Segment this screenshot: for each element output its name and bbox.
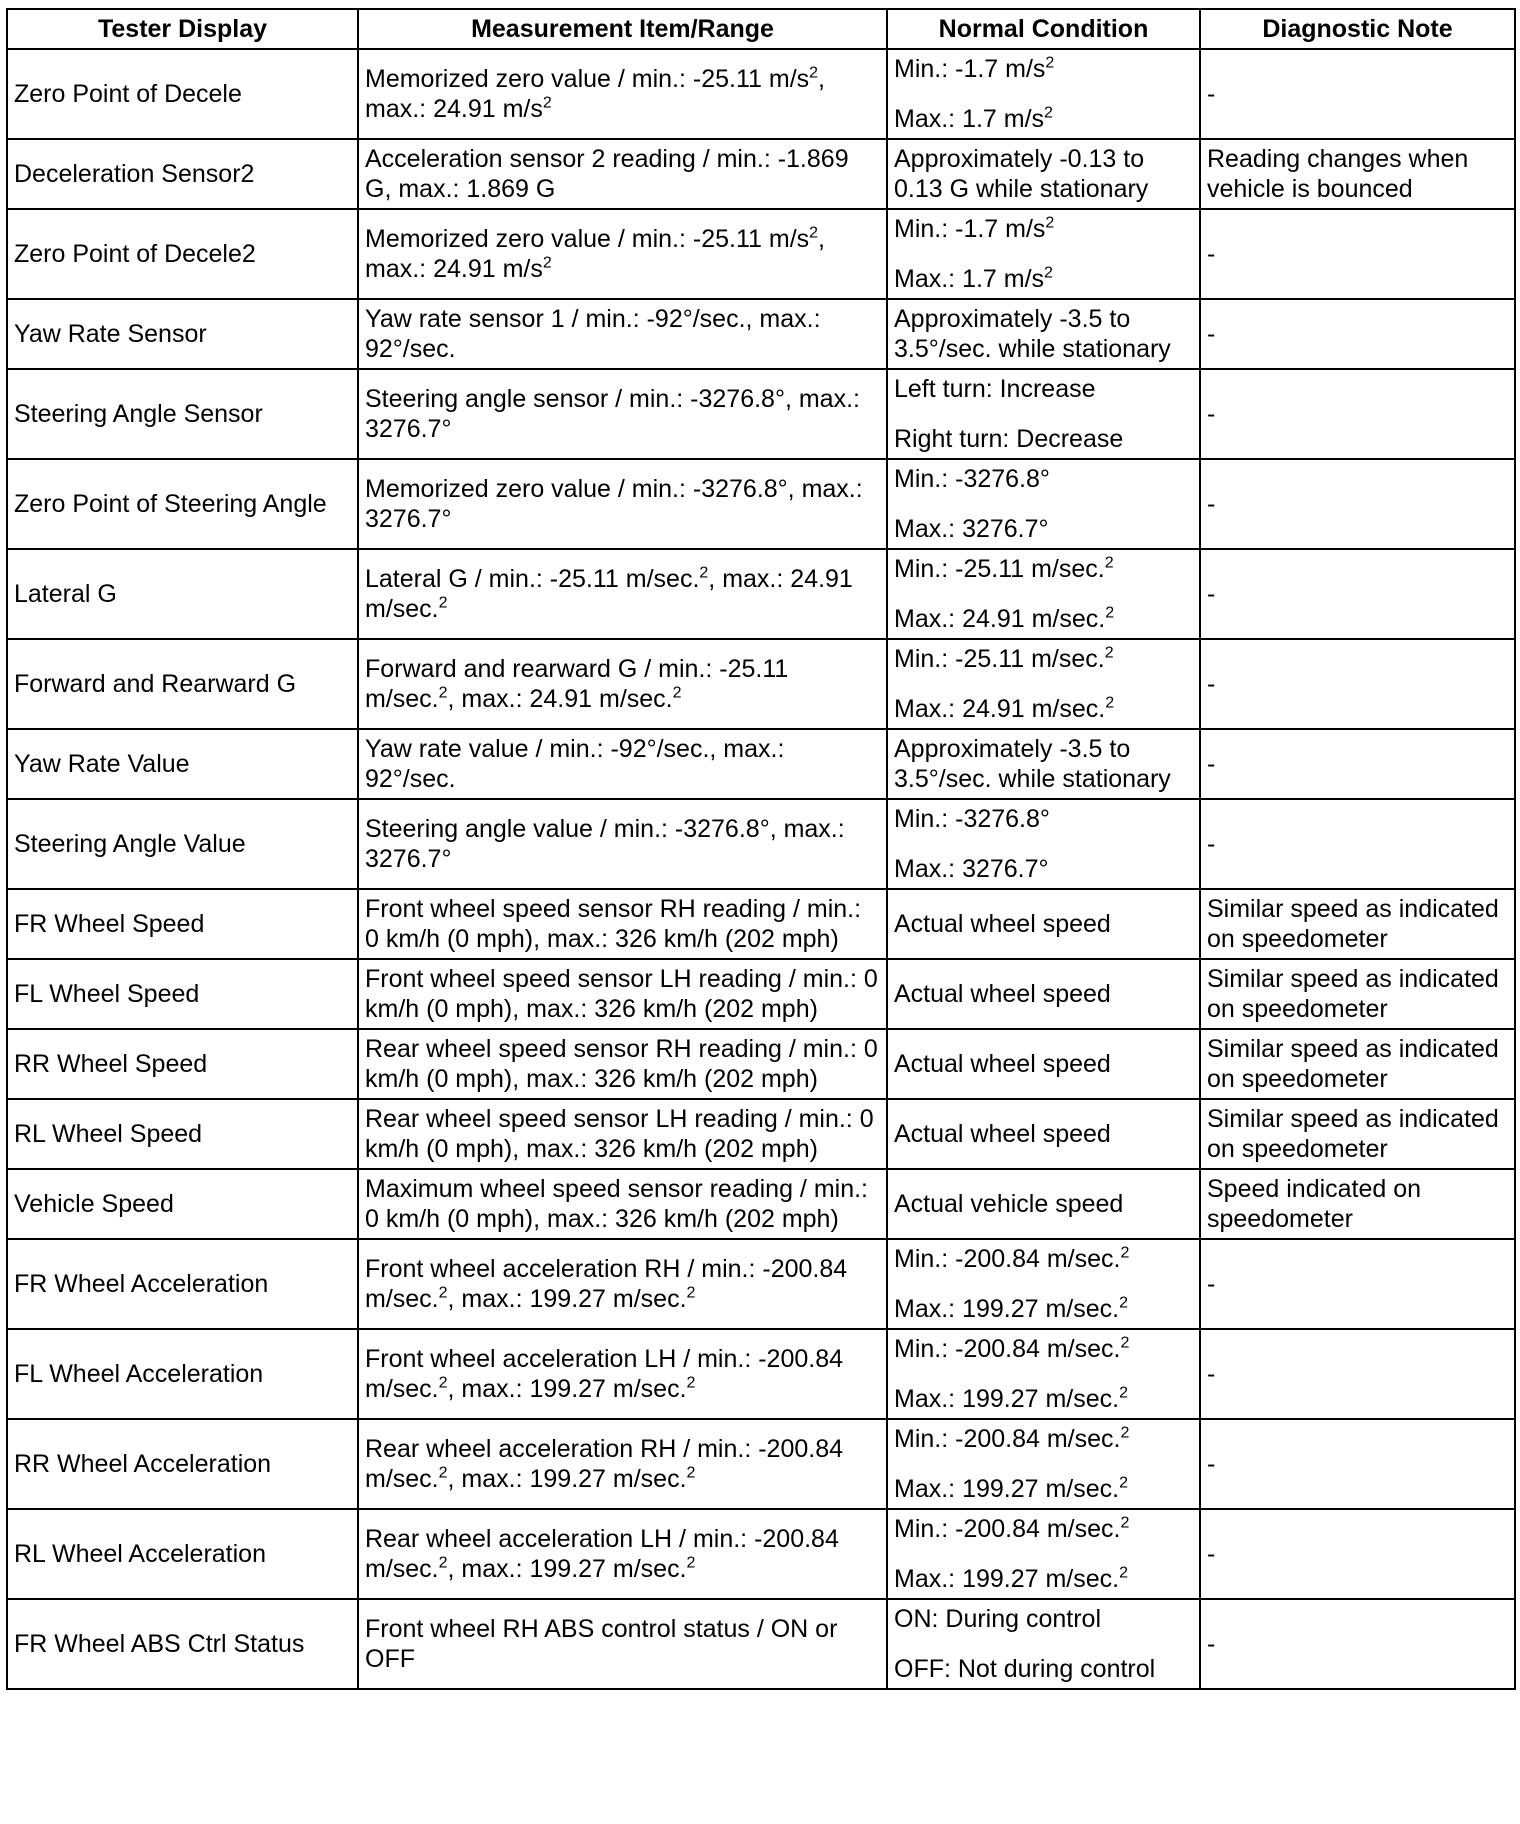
normal-condition-line: Actual vehicle speed (894, 1190, 1124, 1218)
cell-measurement-item-range: Rear wheel speed sensor LH reading / min.: 0 km/h (0 mph), max.: 326 km/h (202 mph) (358, 1099, 887, 1169)
normal-condition-line: Max.: 199.27 m/sec.$^2$ (894, 1564, 1129, 1593)
cell-diagnostic-note: - (1200, 799, 1515, 889)
cell-normal-condition (887, 459, 1200, 549)
data-monitor-document (6, 8, 1514, 1690)
cell-diagnostic-note: Similar speed as indicated on speedometer (1200, 889, 1515, 959)
cell-measurement-item-range: Steering angle value / min.: -3276.8°, max.: 3276.7° (358, 799, 887, 889)
table-row (7, 49, 1515, 139)
cell-diagnostic-note: - (1200, 299, 1515, 369)
normal-condition-line: Min.: -3276.8° (894, 465, 1050, 493)
normal-condition-stack (894, 1334, 1193, 1414)
cell-measurement-item-range: Lateral G / min.: -25.11 m/sec.$^2$, max.: 24.91 m/sec.$^2$ (358, 549, 887, 639)
cell-normal-condition (887, 209, 1200, 299)
table-row (7, 1029, 1515, 1099)
normal-condition-line: Actual wheel speed (894, 1120, 1111, 1148)
cell-tester-display: Zero Point of Decele2 (7, 209, 358, 299)
cell-diagnostic-note: - (1200, 209, 1515, 299)
cell-measurement-item-range: Front wheel RH ABS control status / ON or OFF (358, 1599, 887, 1689)
normal-condition-line: Min.: -200.84 m/sec.$^2$ (894, 1334, 1130, 1363)
cell-normal-condition (887, 729, 1200, 799)
cell-diagnostic-note: - (1200, 549, 1515, 639)
cell-tester-display: FR Wheel Acceleration (7, 1239, 358, 1329)
cell-measurement-item-range: Front wheel acceleration RH / min.: -200.84 m/sec.$^2$, max.: 199.27 m/sec.$^2$ (358, 1239, 887, 1329)
table-row (7, 1239, 1515, 1329)
cell-measurement-item-range: Maximum wheel speed sensor reading / min.: 0 km/h (0 mph), max.: 326 km/h (202 mph) (358, 1169, 887, 1239)
cell-tester-display: FR Wheel ABS Ctrl Status (7, 1599, 358, 1689)
cell-normal-condition (887, 1099, 1200, 1169)
cell-measurement-item-range: Front wheel speed sensor LH reading / min.: 0 km/h (0 mph), max.: 326 km/h (202 mph) (358, 959, 887, 1029)
cell-normal-condition (887, 1239, 1200, 1329)
normal-condition-line: Left turn: Increase (894, 375, 1096, 403)
cell-measurement-item-range: Memorized zero value / min.: -25.11 $m/s^2$, max.: 24.91 $m/s^2$ (358, 209, 887, 299)
cell-diagnostic-note: - (1200, 1509, 1515, 1599)
cell-tester-display: Steering Angle Sensor (7, 369, 358, 459)
header-measurement-item-range: Measurement Item/Range (358, 9, 887, 49)
normal-condition-line: Max.: 199.27 m/sec.$^2$ (894, 1384, 1129, 1413)
header-diagnostic-note: Diagnostic Note (1200, 9, 1515, 49)
cell-measurement-item-range: Front wheel acceleration LH / min.: -200.84 m/sec.$^2$, max.: 199.27 m/sec.$^2$ (358, 1329, 887, 1419)
table-row (7, 1599, 1515, 1689)
cell-normal-condition (887, 139, 1200, 209)
cell-tester-display: RR Wheel Acceleration (7, 1419, 358, 1509)
cell-tester-display: FR Wheel Speed (7, 889, 358, 959)
cell-measurement-item-range: Rear wheel speed sensor RH reading / min.: 0 km/h (0 mph), max.: 326 km/h (202 mph) (358, 1029, 887, 1099)
table-body (7, 49, 1515, 1689)
cell-tester-display: Steering Angle Value (7, 799, 358, 889)
cell-measurement-item-range: Forward and rearward G / min.: -25.11 m/sec.$^2$, max.: 24.91 m/sec.$^2$ (358, 639, 887, 729)
normal-condition-line: Approximately -3.5 to 3.5°/sec. while stationary (894, 305, 1171, 363)
cell-measurement-item-range: Memorized zero value / min.: -3276.8°, max.: 3276.7° (358, 459, 887, 549)
cell-measurement-item-range: Rear wheel acceleration LH / min.: -200.84 m/sec.$^2$, max.: 199.27 m/sec.$^2$ (358, 1509, 887, 1599)
cell-tester-display: Vehicle Speed (7, 1169, 358, 1239)
normal-condition-line: Actual wheel speed (894, 980, 1111, 1008)
cell-normal-condition (887, 889, 1200, 959)
normal-condition-line: Actual wheel speed (894, 1050, 1111, 1078)
table-row (7, 1099, 1515, 1169)
cell-measurement-item-range: Acceleration sensor 2 reading / min.: -1.869 G, max.: 1.869 G (358, 139, 887, 209)
cell-measurement-item-range: Rear wheel acceleration RH / min.: -200.84 m/sec.$^2$, max.: 199.27 m/sec.$^2$ (358, 1419, 887, 1509)
cell-diagnostic-note: - (1200, 49, 1515, 139)
table-row (7, 209, 1515, 299)
table-row (7, 459, 1515, 549)
normal-condition-line: Min.: -25.11 m/sec.$^2$ (894, 554, 1114, 583)
normal-condition-line: Max.: 24.91 m/sec.$^2$ (894, 604, 1115, 633)
cell-tester-display: Yaw Rate Sensor (7, 299, 358, 369)
normal-condition-line: Min.: -200.84 m/sec.$^2$ (894, 1424, 1130, 1453)
normal-condition-line: Right turn: Decrease (894, 425, 1124, 453)
normal-condition-stack (894, 554, 1193, 634)
cell-measurement-item-range: Front wheel speed sensor RH reading / min.: 0 km/h (0 mph), max.: 326 km/h (202 mph) (358, 889, 887, 959)
normal-condition-stack (894, 804, 1193, 884)
normal-condition-line: OFF: Not during control (894, 1655, 1156, 1683)
cell-tester-display: FL Wheel Speed (7, 959, 358, 1029)
cell-normal-condition (887, 1509, 1200, 1599)
cell-tester-display: Yaw Rate Value (7, 729, 358, 799)
normal-condition-line: Max.: 1.7 $m/s^2$ (894, 104, 1053, 133)
cell-diagnostic-note: - (1200, 1599, 1515, 1689)
cell-diagnostic-note: Similar speed as indicated on speedometer (1200, 1029, 1515, 1099)
normal-condition-line: Min.: -1.7 $m/s^2$ (894, 54, 1055, 83)
cell-diagnostic-note: - (1200, 639, 1515, 729)
cell-diagnostic-note: - (1200, 369, 1515, 459)
table-row (7, 299, 1515, 369)
normal-condition-line: Min.: -3276.8° (894, 805, 1050, 833)
normal-condition-line: ON: During control (894, 1605, 1102, 1633)
normal-condition-line: Min.: -200.84 m/sec.$^2$ (894, 1244, 1130, 1273)
cell-tester-display: Deceleration Sensor2 (7, 139, 358, 209)
normal-condition-stack (894, 54, 1193, 134)
cell-diagnostic-note: Similar speed as indicated on speedometer (1200, 1099, 1515, 1169)
cell-normal-condition (887, 639, 1200, 729)
cell-normal-condition (887, 1169, 1200, 1239)
table-row (7, 1169, 1515, 1239)
data-monitor-table (6, 8, 1516, 1690)
normal-condition-line: Max.: 199.27 m/sec.$^2$ (894, 1474, 1129, 1503)
cell-normal-condition (887, 799, 1200, 889)
cell-diagnostic-note: Reading changes when vehicle is bounced (1200, 139, 1515, 209)
normal-condition-line: Approximately -3.5 to 3.5°/sec. while stationary (894, 735, 1171, 793)
table-row (7, 549, 1515, 639)
cell-tester-display: RR Wheel Speed (7, 1029, 358, 1099)
cell-normal-condition (887, 549, 1200, 639)
cell-measurement-item-range: Yaw rate value / min.: -92°/sec., max.: 92°/sec. (358, 729, 887, 799)
normal-condition-line: Min.: -200.84 m/sec.$^2$ (894, 1514, 1130, 1543)
cell-diagnostic-note: - (1200, 1419, 1515, 1509)
table-row (7, 729, 1515, 799)
table-row (7, 799, 1515, 889)
table-row (7, 1329, 1515, 1419)
normal-condition-line: Max.: 3276.7° (894, 515, 1049, 543)
cell-diagnostic-note: - (1200, 1329, 1515, 1419)
cell-diagnostic-note: - (1200, 729, 1515, 799)
normal-condition-line: Max.: 3276.7° (894, 855, 1049, 883)
cell-normal-condition (887, 299, 1200, 369)
normal-condition-stack (894, 1514, 1193, 1594)
cell-normal-condition (887, 1599, 1200, 1689)
table-row (7, 369, 1515, 459)
cell-tester-display: Lateral G (7, 549, 358, 639)
normal-condition-stack (894, 214, 1193, 294)
cell-diagnostic-note: Similar speed as indicated on speedometer (1200, 959, 1515, 1029)
cell-tester-display: RL Wheel Speed (7, 1099, 358, 1169)
cell-normal-condition (887, 1029, 1200, 1099)
normal-condition-stack (894, 464, 1193, 544)
table-row (7, 139, 1515, 209)
cell-tester-display: Zero Point of Decele (7, 49, 358, 139)
table-row (7, 1509, 1515, 1599)
normal-condition-stack (894, 374, 1193, 454)
cell-diagnostic-note: Speed indicated on speedometer (1200, 1169, 1515, 1239)
header-row (7, 9, 1515, 49)
cell-normal-condition (887, 49, 1200, 139)
normal-condition-line: Approximately -0.13 to 0.13 G while stationary (894, 145, 1149, 203)
normal-condition-line: Max.: 199.27 m/sec.$^2$ (894, 1294, 1129, 1323)
header-tester-display: Tester Display (7, 9, 358, 49)
normal-condition-stack (894, 1244, 1193, 1324)
cell-normal-condition (887, 1419, 1200, 1509)
cell-diagnostic-note: - (1200, 1239, 1515, 1329)
normal-condition-line: Actual wheel speed (894, 910, 1111, 938)
table-row (7, 959, 1515, 1029)
table-row (7, 889, 1515, 959)
cell-diagnostic-note: - (1200, 459, 1515, 549)
normal-condition-line: Min.: -25.11 m/sec.$^2$ (894, 644, 1114, 673)
header-normal-condition: Normal Condition (887, 9, 1200, 49)
cell-tester-display: Forward and Rearward G (7, 639, 358, 729)
table-row (7, 639, 1515, 729)
cell-normal-condition (887, 369, 1200, 459)
cell-normal-condition (887, 959, 1200, 1029)
normal-condition-stack (894, 1604, 1193, 1684)
cell-normal-condition (887, 1329, 1200, 1419)
cell-tester-display: Zero Point of Steering Angle (7, 459, 358, 549)
cell-measurement-item-range: Steering angle sensor / min.: -3276.8°, max.: 3276.7° (358, 369, 887, 459)
normal-condition-stack (894, 644, 1193, 724)
table-row (7, 1419, 1515, 1509)
normal-condition-line: Min.: -1.7 $m/s^2$ (894, 214, 1055, 243)
normal-condition-line: Max.: 1.7 $m/s^2$ (894, 264, 1053, 293)
normal-condition-stack (894, 1424, 1193, 1504)
cell-tester-display: RL Wheel Acceleration (7, 1509, 358, 1599)
cell-measurement-item-range: Memorized zero value / min.: -25.11 $m/s^2$, max.: 24.91 $m/s^2$ (358, 49, 887, 139)
cell-tester-display: FL Wheel Acceleration (7, 1329, 358, 1419)
cell-measurement-item-range: Yaw rate sensor 1 / min.: -92°/sec., max.: 92°/sec. (358, 299, 887, 369)
normal-condition-line: Max.: 24.91 m/sec.$^2$ (894, 694, 1115, 723)
